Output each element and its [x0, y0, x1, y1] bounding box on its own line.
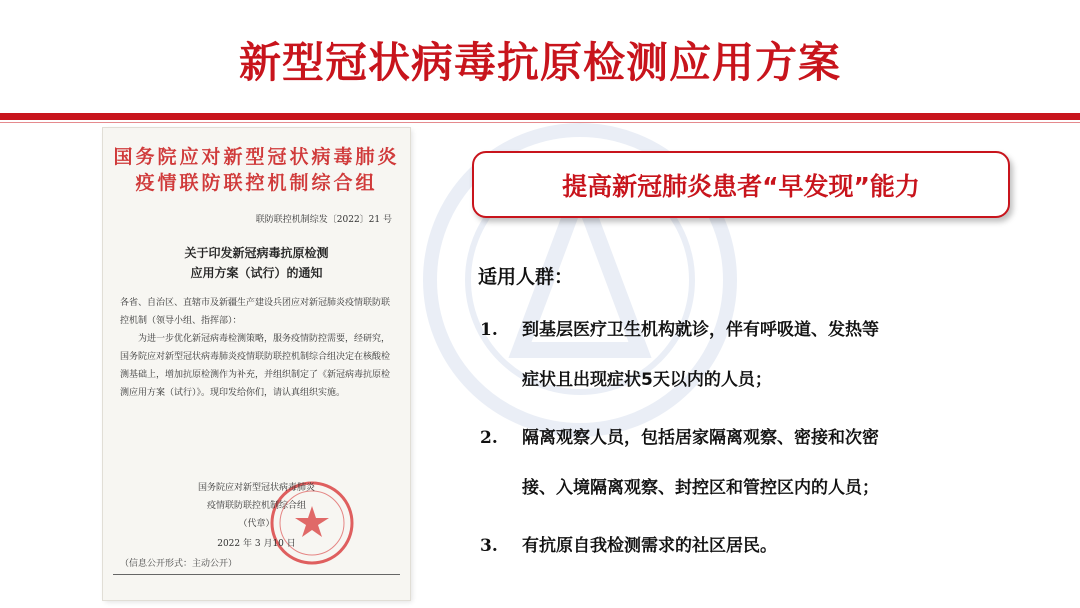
doc-body-para2: 为进一步优化新冠病毒检测策略，服务疫情防控需要，经研究，国务院应对新型冠状病毒肺炎疫情联防联控机制综合组决定在核酸检测基础上，增加抗原检测作为补充，并组织制定了《新冠病毒抗原检测应用方案（试行）》。现印发给你们，请认真组织实施。	[120, 334, 391, 398]
doc-footer-rule	[113, 574, 400, 575]
doc-body	[120, 294, 398, 402]
list-item-number: 3.	[480, 536, 498, 556]
highlight-box	[472, 151, 1010, 218]
doc-number: 联防联控机制综发〔2022〕21 号	[255, 215, 392, 225]
list-item-number: 1.	[480, 320, 498, 340]
doc-title-line2: 应用方案（试行）的通知	[190, 266, 323, 280]
notice-document	[103, 128, 410, 600]
doc-body-para1: 各省、自治区、直辖市及新疆生产建设兵团应对新冠肺炎疫情联防联控机制（领导小组、指挥部）：	[120, 298, 391, 326]
doc-header-line2: 疫情联防联控机制综合组	[135, 172, 378, 194]
list-item-text: 有抗原自我检测需求的社区居民。	[522, 536, 777, 556]
list-item-text: 到基层医疗卫生机构就诊，伴有呼吸道、发热等	[522, 320, 879, 340]
list-item-text-cont: 接、入境隔离观察、封控区和管控区内的人员；	[522, 478, 879, 498]
doc-header-line1: 国务院应对新型冠状病毒肺炎	[113, 146, 400, 168]
highlight-text: 提高新冠肺炎患者“早发现”能力	[562, 171, 920, 201]
title-divider	[0, 113, 1080, 120]
doc-sign-line2: 疫情联防联控机制综合组	[206, 501, 306, 511]
doc-sign-line1: 国务院应对新型冠状病毒肺炎	[197, 483, 315, 493]
list-item-number: 2.	[480, 428, 498, 448]
doc-title-line1: 关于印发新冠病毒抗原检测	[184, 246, 329, 260]
list-item-text: 隔离观察人员，包括居家隔离观察、密接和次密	[522, 428, 879, 448]
doc-sign-date: 2022 年 3 月10 日	[217, 539, 296, 549]
doc-footer: （信息公开形式：主动公开）	[120, 559, 238, 569]
list-item-text-cont: 症状且出现症状5天以内的人员；	[522, 370, 772, 390]
doc-sign-line3: （代章）	[238, 519, 275, 529]
section-label: 适用人群：	[478, 266, 574, 288]
slide-title: 新型冠状病毒抗原检测应用方案	[238, 38, 841, 87]
